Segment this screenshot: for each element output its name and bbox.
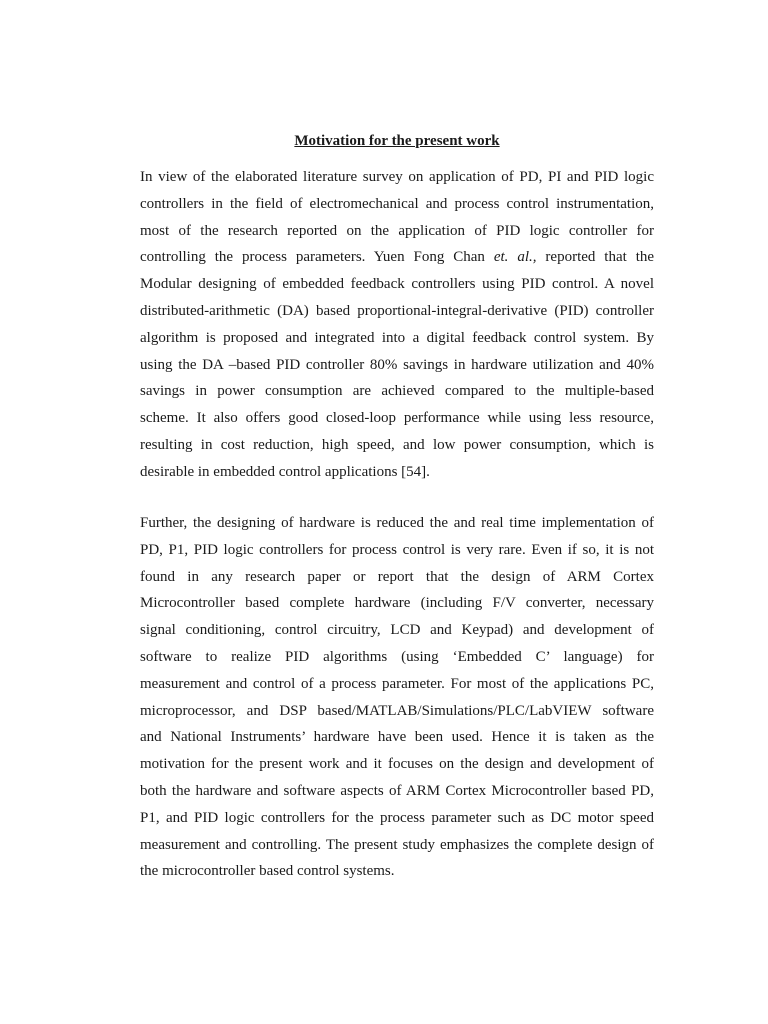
et-al-italic: et. al., [493,249,537,266]
text-line: Microcontroller based complete hardware (including F/V converter, necessary [140,595,654,612]
text-line: savings in power consumption are achieved compared to the multiple-based [140,383,654,400]
text-line: and National Instruments’ hardware have been used. Hence it is taken as the [140,729,654,746]
text-segment: controlling the process parameters. Yuen Fong Chan [140,249,485,266]
text-line: In view of the elaborated literature survey on application of PD, PI and PID logic [140,169,654,185]
text-line-citation [140,244,654,271]
text-line: both the hardware and software aspects of ARM Cortex Microcontroller based PD, [140,782,654,799]
paragraph-literature-survey [140,164,654,486]
text-line: motivation for the present work and it focuses on the design and development of [140,756,654,773]
text-line: Further, the designing of hardware is reduced the and real time implementation of [140,515,654,531]
text-line: microprocessor, and DSP based/MATLAB/Simulations/PLC/LabVIEW software [140,702,654,719]
text-line: using the DA –based PID controller 80% savings in hardware utilization and 40% [140,356,654,373]
text-line: measurement and control of a process parameter. For most of the applications PC, [140,675,654,692]
text-line: algorithm is proposed and integrated into a digital feedback control system. By [140,329,654,346]
text-segment: reported that the [545,249,655,266]
text-line: P1, and PID logic controllers for the process parameter such as DC motor speed [140,809,654,826]
text-line: Modular designing of embedded feedback controllers using PID control. A novel [140,276,654,293]
text-line: measurement and controlling. The present study emphasizes the complete design of [140,836,654,853]
text-line: desirable in embedded control applications [54]. [140,463,430,480]
text-line: distributed-arithmetic (DA) based proportional-integral-derivative (PID) controller [140,302,654,319]
paragraph-motivation [140,510,654,885]
text-line: signal conditioning, control circuitry, LCD and Keypad) and development of [140,622,654,639]
text-line: the microcontroller based control systems. [140,863,395,880]
text-line: found in any research paper or report that the design of ARM Cortex [140,568,654,585]
text-line: most of the research reported on the application of PID logic controller for [140,222,654,239]
document-title: Motivation for the present work [294,133,500,149]
text-line: software to realize PID algorithms (using ‘Embedded C’ language) for [140,648,654,665]
text-line: controllers in the field of electromechanical and process control instrumentation, [140,195,654,212]
text-line: scheme. It also offers good closed-loop performance while using less resource, [140,410,654,427]
text-line: PD, P1, PID logic controllers for process control is very rare. Even if so, it is not [140,541,654,558]
text-line: resulting in cost reduction, high speed, and low power consumption, which is [140,436,654,453]
